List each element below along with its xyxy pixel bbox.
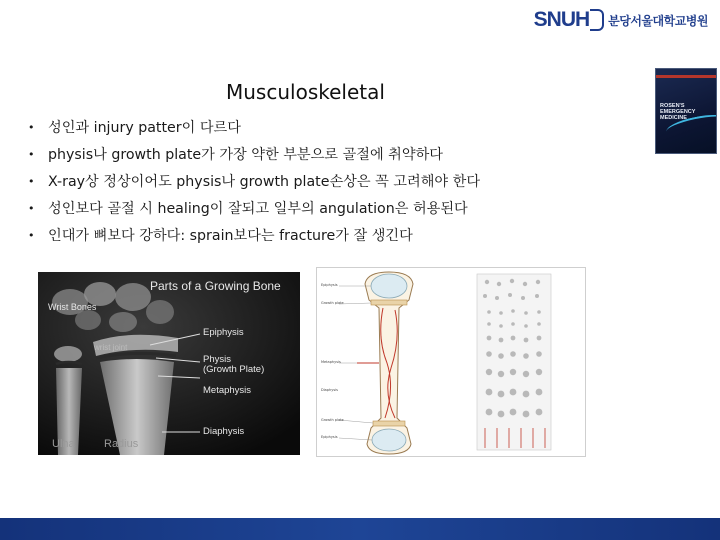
- diagram-label: Growth plate: [321, 418, 344, 422]
- xray-label-wrist-joint: wrist joint: [94, 343, 128, 352]
- bullet-item: [26, 199, 480, 226]
- bullet-text: X-ray상 정상이어도 physis나 growth plate손상은 꼭 고려해야 한다: [48, 174, 481, 190]
- book-cover-image: [655, 68, 717, 154]
- bone-anatomy-diagram: [316, 267, 586, 457]
- bullet-dot-icon: •: [28, 121, 35, 134]
- xray-image: [38, 272, 300, 455]
- xray-label-ulna: Ulna: [52, 438, 75, 450]
- bullet-dot-icon: •: [28, 175, 35, 188]
- diagram-label: Epiphysis: [321, 283, 338, 287]
- bullet-text: 인대가 뼈보다 강하다: sprain보다는 fracture가 잘 생긴다: [48, 228, 413, 244]
- xray-label-physis-line1: Physis: [203, 354, 231, 365]
- logo-text: SNUH: [533, 8, 590, 31]
- logo-mark-icon: [590, 9, 604, 31]
- bullet-item: [26, 118, 480, 145]
- bullet-dot-icon: •: [28, 148, 35, 161]
- xray-heading: Parts of a Growing Bone: [150, 279, 281, 293]
- diagram-label: Growth plate: [321, 301, 344, 305]
- xray-label-metaphysis: Metaphysis: [203, 385, 252, 396]
- diagram-label: Epiphysis: [321, 435, 338, 439]
- bone-diagram-graphic: [317, 268, 585, 456]
- bullet-item: [26, 226, 480, 253]
- bullet-list: [26, 118, 480, 253]
- bullet-dot-icon: •: [28, 202, 35, 215]
- book-title-line1: ROSEN'S: [660, 103, 685, 109]
- xray-label-physis: [203, 355, 264, 376]
- bullet-text: physis나 growth plate가 가장 약한 부분으로 골절에 취약하다: [48, 147, 443, 163]
- book-cover-band: [656, 75, 716, 78]
- bullet-item: [26, 145, 480, 172]
- hospital-name: 분당서울대학교병원: [608, 13, 708, 28]
- xray-label-physis-line2: (Growth Plate): [203, 364, 265, 376]
- xray-label-diaphysis: Diaphysis: [203, 426, 245, 437]
- footer-band: [0, 518, 720, 540]
- diagram-label: Diaphysis: [321, 388, 338, 392]
- hospital-logo: [534, 8, 708, 32]
- xray-label-radius: Radius: [104, 438, 139, 450]
- slide-title: Musculoskeletal: [226, 80, 385, 104]
- bullet-item: [26, 172, 480, 199]
- bullet-dot-icon: •: [28, 229, 35, 242]
- diagram-label: Metaphysis: [321, 360, 341, 364]
- xray-label-wrist-bones: Wrist Bones: [48, 302, 97, 312]
- bullet-text: 성인과 injury patter이 다르다: [48, 120, 241, 136]
- xray-label-epiphysis: Epiphysis: [203, 327, 244, 338]
- book-title-line2: EMERGENCY MEDICINE: [660, 109, 696, 122]
- bullet-text: 성인보다 골절 시 healing이 잘되고 일부의 angulation은 허용된다: [48, 201, 468, 217]
